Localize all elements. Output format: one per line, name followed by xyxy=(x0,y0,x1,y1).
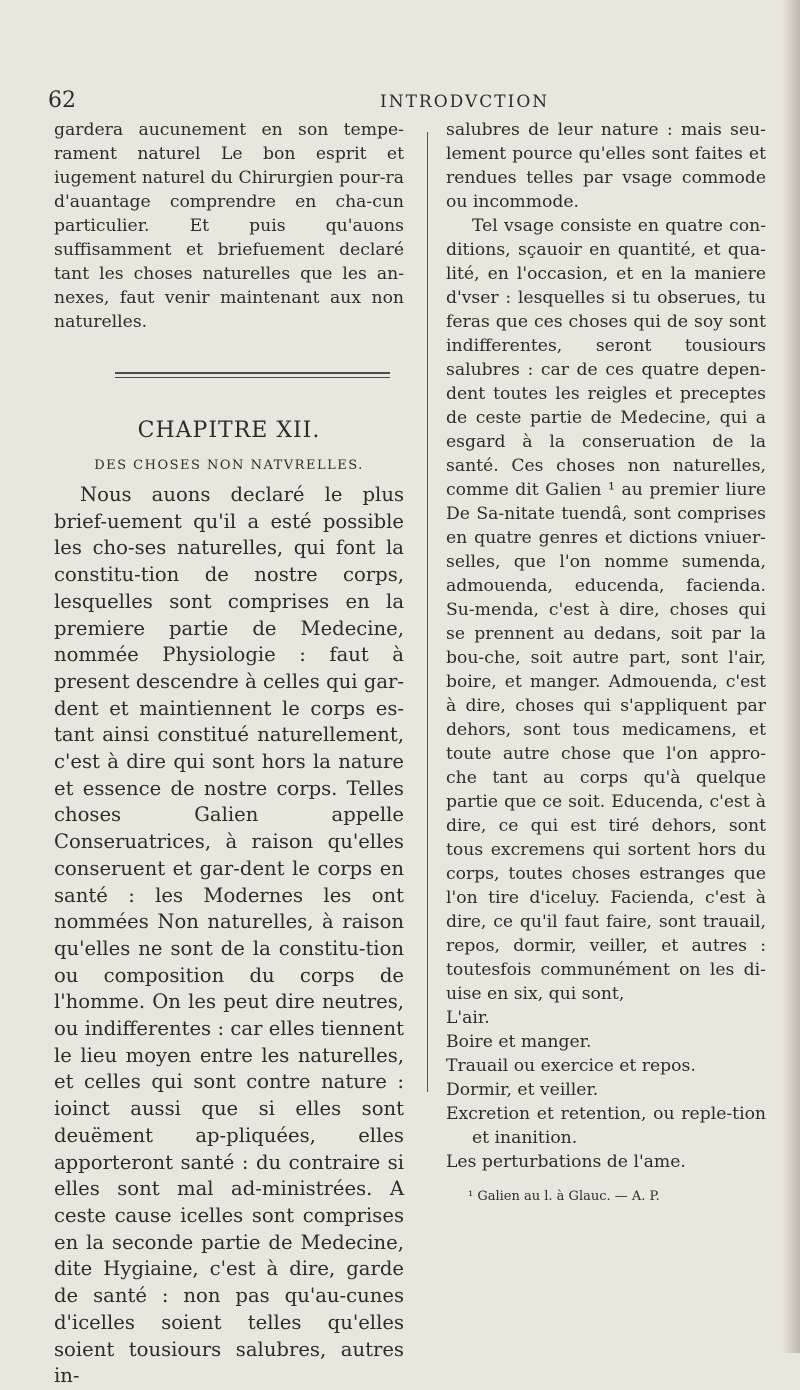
page-number: 62 xyxy=(48,88,76,113)
list-item: Trauail ou exercice et repos. xyxy=(446,1056,696,1076)
list-item: Les perturbations de l'ame. xyxy=(446,1152,686,1172)
footnote: ¹ Galien au l. à Glauc. — A. P. xyxy=(468,1189,660,1204)
non-natural-things-list xyxy=(446,1006,766,1174)
left-paragraph-1: gardera aucunement en son tempe-rament naturel Le bon esprit et iugement naturel du Chirurgien pour-ra d'auantage comprendre en cha-cun particulier. Et puis qu'auons suffisamment et briefuement declaré tant les choses naturelles que les an-nexes, faut venir maintenant aux non naturelles. xyxy=(54,120,404,332)
right-column xyxy=(446,118,766,1206)
list-item: Dormir, et veiller. xyxy=(446,1080,599,1100)
left-column-bottom xyxy=(54,482,404,1390)
chapter-subtitle: DES CHOSES NON NATVRELLES. xyxy=(94,458,364,473)
right-paragraph-1: salubres de leur nature : mais seu-lement pource qu'elles sont faites et rendues telles par vsage commode ou incommode. xyxy=(446,120,766,212)
list-item: L'air. xyxy=(446,1008,490,1028)
list-item: Excretion et retention, ou reple-tion et inanition. xyxy=(446,1104,766,1148)
section-rule-thick xyxy=(115,372,390,374)
list-item: Boire et manger. xyxy=(446,1032,592,1052)
section-rule-thin xyxy=(115,377,390,378)
chapter-title: CHAPITRE XII. xyxy=(137,418,321,443)
right-paragraph-2: Tel vsage consiste en quatre con-ditions, sçauoir en quantité, et qua-lité, en l'occasion, et en la maniere d'vser : lesquelles si tu obserues, tu feras que ces choses qui de soy sont indifferentes, seront tousiours salubres : car de ces quatre depen-dent toutes les reigles et preceptes de ceste partie de Medecine, qui a esgard à la conseruation de la santé. Ces choses non naturelles, comme dit Galien ¹ au premier liure De Sa-nitate tuendâ, sont comprises en quatre genres et dictions vniuer-selles, que l'on nomme sumenda, admouenda, educenda, facienda. Su-menda, c'est à dire, choses qui se prennent au dedans, soit par la bou-che, soit autre part, sont l'air, boire, et manger. Admouenda, c'est à dire, choses qui s'appliquent par dehors, sont tous medicamens, et toute autre chose que l'on appro-che tant au corps qu'à quelque partie que ce soit. Educenda, c'est à dire, ce qui est tiré dehors, sont tous excremens qui sortent hors du corps, toutes choses estranges que l'on tire d'iceluy. Facienda, c'est à dire, ce qu'il faut faire, sont trauail, repos, dormir, veiller, et autres : toutesfois communément on les di-uise en six, qui sont, xyxy=(446,216,766,1004)
column-divider xyxy=(427,132,428,1092)
page-edge-shadow xyxy=(782,0,800,1353)
left-paragraph-2: Nous auons declaré le plus brief-uement qu'il a esté possible les cho-ses naturelles, qui font la constitu-tion de nostre corps, lesquelles sont comprises en la premiere partie de Medecine, nommée Physiologie : faut à present descendre à celles qui gar-dent et maintiennent le corps es-tant ainsi constitué naturellement, c'est à dire qui sont hors la nature et essence de nostre corps. Telles choses Galien appelle Conseruatrices, à raison qu'elles conseruent et gar-dent le corps en santé : les Modernes les ont nommées Non naturelles, à raison qu'elles ne sont de la constitu-tion ou composition du corps de l'homme. On les peut dire neutres, ou indifferentes : car elles tiennent le lieu moyen entre les naturelles, et celles qui sont contre nature : ioinct aussi que si elles sont deuëment ap-pliquées, elles apporteront santé : du contraire si elles sont mal ad-ministrées. A ceste cause icelles sont comprises en la seconde partie de Medecine, dite Hygiaine, c'est à dire, garde de santé : non pas qu'au-cunes d'icelles soient telles qu'elles soient tousiours salubres, autres in- xyxy=(54,483,404,1388)
running-header: INTRODVCTION xyxy=(380,92,550,112)
left-column-top xyxy=(54,118,404,334)
